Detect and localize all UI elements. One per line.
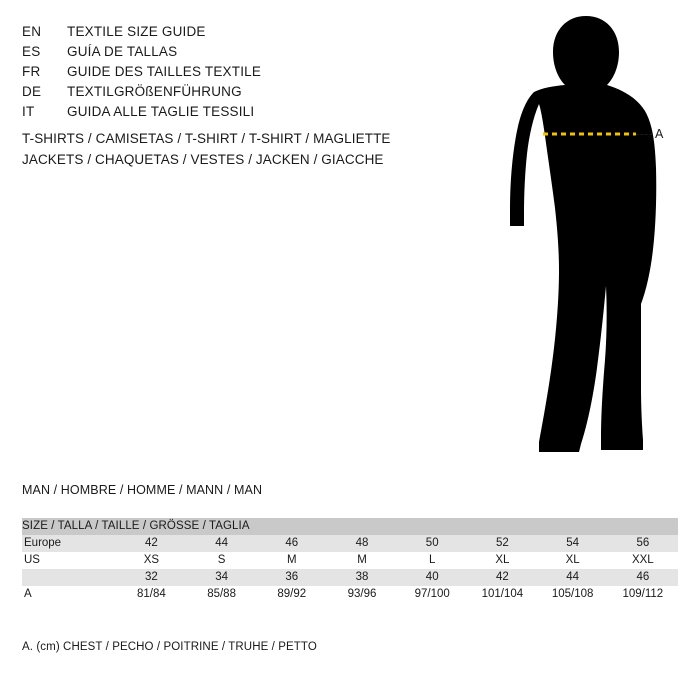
cell-a-2: 85/88 [186,586,256,603]
language-code: FR [22,64,41,79]
language-code: ES [22,44,41,59]
row-label-us: US [22,552,116,569]
language-title: GUIDA ALLE TAGLIE TESSILI [67,104,255,119]
language-title: GUIDE DES TAILLES TEXTILE [67,64,262,79]
cell-europe-4: 48 [327,535,397,552]
table-header-row [22,518,678,535]
male-silhouette-figure [455,8,700,468]
cell-a-4: 93/96 [327,586,397,603]
cell-usnum-8: 46 [608,569,678,586]
cell-us-8: XXL [608,552,678,569]
cell-a-6: 101/104 [467,586,537,603]
cell-usnum-5: 40 [397,569,467,586]
cell-europe-8: 56 [608,535,678,552]
cell-usnum-7: 44 [538,569,608,586]
cell-usnum-4: 38 [327,569,397,586]
table-row [22,552,678,569]
cell-us-4: M [327,552,397,569]
cell-us-7: XL [538,552,608,569]
row-label-europe: Europe [22,535,116,552]
row-label-a: A [22,586,116,603]
language-title: TEXTILE SIZE GUIDE [67,24,206,39]
cell-us-5: L [397,552,467,569]
cell-europe-3: 46 [257,535,327,552]
cell-us-2: S [186,552,256,569]
language-title: GUÍA DE TALLAS [67,44,178,59]
row-label-us-numeric [22,569,116,586]
cell-europe-1: 42 [116,535,186,552]
silhouette-icon [455,8,700,468]
language-code: EN [22,24,42,39]
cell-europe-6: 52 [467,535,537,552]
language-row [22,84,452,104]
table-row [22,586,678,603]
cell-a-5: 97/100 [397,586,467,603]
cell-usnum-1: 32 [116,569,186,586]
cell-us-1: XS [116,552,186,569]
cell-a-7: 105/108 [538,586,608,603]
table-header-label: SIZE / TALLA / TAILLE / GRÖSSE / TAGLIA [22,518,678,535]
language-code: DE [22,84,42,99]
cell-a-3: 89/92 [257,586,327,603]
cell-usnum-2: 34 [186,569,256,586]
cell-usnum-3: 36 [257,569,327,586]
measure-leader-line [636,134,652,135]
table-row [22,535,678,552]
cell-europe-7: 54 [538,535,608,552]
cell-a-8: 109/112 [608,586,678,603]
language-row [22,104,452,124]
language-title: TEXTILGRÖßENFÜHRUNG [67,84,242,99]
cell-europe-2: 44 [186,535,256,552]
table-row [22,569,678,586]
garment-line-jackets: JACKETS / CHAQUETAS / VESTES / JACKEN / GIACCHE [22,152,384,167]
cell-a-1: 81/84 [116,586,186,603]
cell-us-6: XL [467,552,537,569]
garment-line-tshirts: T-SHIRTS / CAMISETAS / T-SHIRT / T-SHIRT / MAGLIETTE [22,131,391,146]
language-code: IT [22,104,35,119]
cell-us-3: M [257,552,327,569]
table-section-heading: MAN / HOMBRE / HOMME / MANN / MAN [22,483,263,497]
garment-category-list [22,128,462,170]
cell-usnum-6: 42 [467,569,537,586]
table-footnote: A. (cm) CHEST / PECHO / POITRINE / TRUHE / PETTO [22,641,317,653]
language-row [22,44,452,64]
measure-label-a: A [655,127,664,141]
size-table [22,518,678,603]
language-title-block [22,24,452,124]
language-row [22,64,452,84]
language-row [22,24,452,44]
cell-europe-5: 50 [397,535,467,552]
